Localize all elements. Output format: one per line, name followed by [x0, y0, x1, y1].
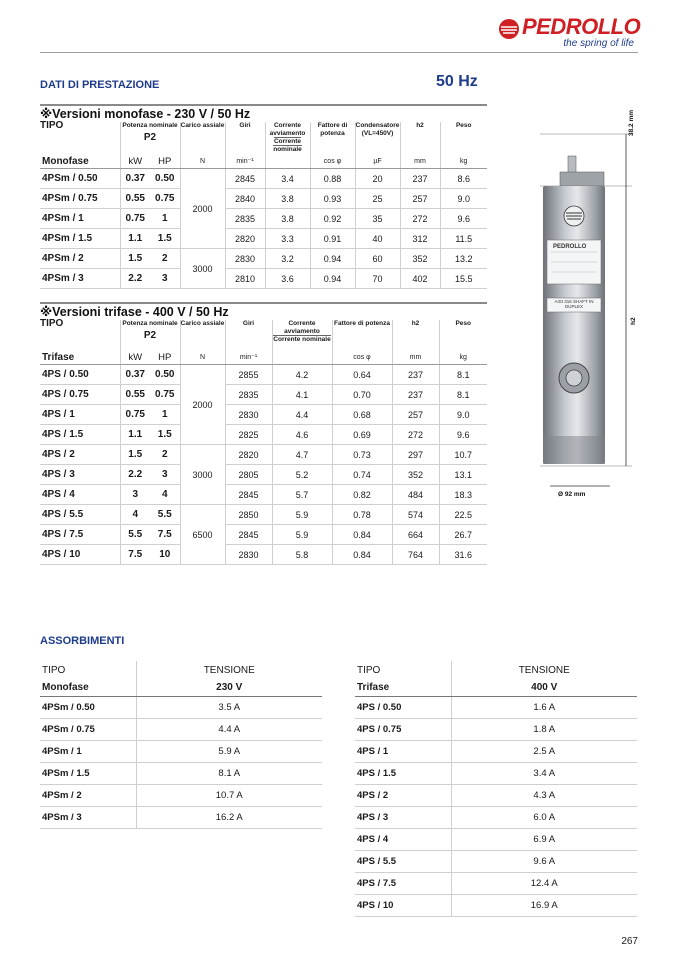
row-hp: 0.50: [150, 365, 180, 385]
table-row: [355, 719, 637, 741]
frequency-label: 50 Hz: [436, 73, 478, 90]
abs-row-current: 2.5 A: [451, 741, 637, 763]
row-kg: 13.1: [439, 465, 487, 485]
row-hp: 0.75: [150, 385, 180, 405]
dim-top-label: 38.2 mm: [628, 109, 635, 136]
abs-row-tipo: 4PS / 4: [355, 829, 451, 851]
table-row: [355, 763, 637, 785]
tri-hdr-h2: h2: [392, 320, 439, 350]
row-kw: 2.2: [120, 269, 150, 289]
row-h2: 484: [392, 485, 439, 505]
table-row: [40, 169, 487, 189]
row-cur: 3.6: [265, 269, 310, 289]
table-row: [40, 505, 487, 525]
row-h2: 664: [392, 525, 439, 545]
abs-row-tipo: 4PSm / 0.75: [40, 719, 136, 741]
mono-title: ※Versioni monofase - 230 V / 50 Hz: [40, 107, 251, 121]
row-kw: 0.37: [120, 169, 150, 189]
brand-tagline: the spring of life: [563, 38, 634, 49]
row-kg: 9.0: [439, 405, 487, 425]
row-tipo: 4PS / 7.5: [40, 525, 120, 545]
row-h2: 257: [400, 189, 440, 209]
unit-n: N: [180, 154, 225, 169]
row-cur: 3.2: [265, 249, 310, 269]
row-cur: 5.9: [272, 505, 332, 525]
row-h2: 352: [400, 249, 440, 269]
hdr-thrust: Carico assiale: [180, 122, 225, 154]
abs-row-tipo: 4PS / 1.5: [355, 763, 451, 785]
table-row: [355, 895, 637, 917]
row-kw: 0.75: [120, 405, 150, 425]
row-kw: 3: [120, 485, 150, 505]
hdr-power: Potenza nominale P2: [120, 122, 180, 154]
brand-name: PEDROLLO: [522, 14, 641, 39]
row-kg: 9.6: [439, 425, 487, 445]
table-row: [40, 365, 487, 385]
abs-row-current: 4.3 A: [451, 785, 637, 807]
row-kw: 4: [120, 505, 150, 525]
row-cap: 60: [355, 249, 400, 269]
row-cos: 0.68: [332, 405, 392, 425]
pump-body: [543, 186, 605, 464]
row-thrust: 2000: [180, 169, 225, 249]
section-title-absorption: ASSORBIMENTI: [40, 635, 125, 647]
abs-row-tipo: 4PS / 1: [355, 741, 451, 763]
row-tipo: 4PS / 0.50: [40, 365, 120, 385]
row-rpm: 2830: [225, 249, 265, 269]
row-tipo: 4PSm / 0.50: [40, 169, 120, 189]
row-cos: 0.73: [332, 445, 392, 465]
row-tipo: 4PS / 0.75: [40, 385, 120, 405]
table-row: [40, 445, 487, 465]
abs-row-current: 1.8 A: [451, 719, 637, 741]
row-cur: 5.7: [272, 485, 332, 505]
tri-hdr-speed: Giri: [225, 320, 272, 350]
row-tipo: 4PS / 4: [40, 485, 120, 505]
row-tipo: 4PS / 2: [40, 445, 120, 465]
row-cur: 4.4: [272, 405, 332, 425]
table-row: [40, 249, 487, 269]
row-hp: 1: [150, 405, 180, 425]
abs-row-tipo: 4PS / 3: [355, 807, 451, 829]
tri-unit-tipo: Trifase: [40, 350, 120, 365]
row-kg: 22.5: [439, 505, 487, 525]
row-cap: 70: [355, 269, 400, 289]
abs-row-current: 16.2 A: [136, 807, 322, 829]
abs-row-tipo: 4PSm / 1.5: [40, 763, 136, 785]
table-row: [40, 405, 487, 425]
abs-mono-hdr-kind: Monofase: [40, 679, 136, 697]
row-hp: 3: [150, 465, 180, 485]
unit-kg: kg: [440, 154, 487, 169]
row-kg: 18.3: [439, 485, 487, 505]
unit-mm: mm: [400, 154, 440, 169]
row-rpm: 2845: [225, 485, 272, 505]
table-row: [40, 425, 487, 445]
table-row: [40, 785, 322, 807]
abs-row-current: 16.9 A: [451, 895, 637, 917]
row-h2: 272: [400, 209, 440, 229]
row-h2: 257: [392, 405, 439, 425]
table-row: [355, 785, 637, 807]
abs-row-current: 12.4 A: [451, 873, 637, 895]
row-hp: 2: [150, 445, 180, 465]
row-tipo: 4PSm / 1: [40, 209, 120, 229]
row-tipo: 4PSm / 1.5: [40, 229, 120, 249]
row-h2: 402: [400, 269, 440, 289]
abs-tri-hdr-kind: Trifase: [355, 679, 451, 697]
row-kw: 0.55: [120, 385, 150, 405]
abs-row-current: 3.5 A: [136, 697, 322, 719]
row-cos: 0.94: [310, 249, 355, 269]
table-row: [355, 829, 637, 851]
hdr-cap: Condensatore (VL=450V): [355, 122, 400, 154]
row-kg: 9.0: [440, 189, 487, 209]
tri-unit-n: N: [180, 350, 225, 365]
pedrollo-logo-icon: [498, 18, 520, 40]
table-row: [40, 697, 322, 719]
row-h2: 352: [392, 465, 439, 485]
abs-row-current: 1.6 A: [451, 697, 637, 719]
table-row: [355, 741, 637, 763]
row-cos: 0.93: [310, 189, 355, 209]
row-cos: 0.84: [332, 545, 392, 565]
tri-hdr-thrust: Carico assiale: [180, 320, 225, 350]
row-kg: 10.7: [439, 445, 487, 465]
hdr-h2: h2: [400, 122, 440, 154]
tri-performance-table: [40, 320, 487, 565]
row-hp: 10: [150, 545, 180, 565]
abs-row-current: 9.6 A: [451, 851, 637, 873]
table-row: [40, 485, 487, 505]
row-h2: 297: [392, 445, 439, 465]
abs-row-tipo: 4PS / 7.5: [355, 873, 451, 895]
row-h2: 764: [392, 545, 439, 565]
row-hp: 2: [150, 249, 180, 269]
abs-row-tipo: 4PS / 5.5: [355, 851, 451, 873]
dim-diameter-label: Ø 92 mm: [558, 491, 586, 498]
row-tipo: 4PSm / 2: [40, 249, 120, 269]
row-kg: 11.5: [440, 229, 487, 249]
table-row: [355, 873, 637, 895]
table-row: [40, 719, 322, 741]
tri-unit-cos: cos φ: [332, 350, 392, 365]
row-tipo: 4PS / 1.5: [40, 425, 120, 445]
row-cur: 5.8: [272, 545, 332, 565]
pump-label-shaft: AISI 316 SHAFT IN DUPLEX: [554, 299, 594, 309]
page-number: 267: [621, 936, 638, 947]
row-cur: 3.8: [265, 189, 310, 209]
row-cos: 0.70: [332, 385, 392, 405]
row-hp: 1.5: [150, 425, 180, 445]
brand-logo: [498, 14, 641, 50]
row-kg: 9.6: [440, 209, 487, 229]
row-cap: 35: [355, 209, 400, 229]
row-hp: 0.75: [150, 189, 180, 209]
row-tipo: 4PS / 5.5: [40, 505, 120, 525]
abs-row-tipo: 4PS / 10: [355, 895, 451, 917]
row-rpm: 2820: [225, 445, 272, 465]
row-tipo: 4PSm / 3: [40, 269, 120, 289]
row-kw: 7.5: [120, 545, 150, 565]
row-rpm: 2830: [225, 545, 272, 565]
table-row: [355, 851, 637, 873]
row-kw: 1.5: [120, 445, 150, 465]
row-cap: 25: [355, 189, 400, 209]
abs-row-tipo: 4PSm / 3: [40, 807, 136, 829]
abs-row-current: 4.4 A: [136, 719, 322, 741]
tri-unit-kw: kW: [120, 350, 150, 365]
unit-hp: HP: [150, 154, 180, 169]
row-rpm: 2835: [225, 209, 265, 229]
table-row: [40, 189, 487, 209]
row-rpm: 2830: [225, 405, 272, 425]
row-h2: 574: [392, 505, 439, 525]
row-rpm: 2835: [225, 385, 272, 405]
row-kg: 8.1: [439, 385, 487, 405]
unit-rpm: min⁻¹: [225, 154, 265, 169]
abs-row-current: 6.0 A: [451, 807, 637, 829]
row-kw: 5.5: [120, 525, 150, 545]
row-cur: 4.6: [272, 425, 332, 445]
tri-unit-mm: mm: [392, 350, 439, 365]
abs-row-tipo: 4PS / 0.75: [355, 719, 451, 741]
tri-hdr-weight: Peso: [439, 320, 487, 350]
table-row: [355, 807, 637, 829]
unit-current: [265, 154, 310, 169]
abs-row-current: 6.9 A: [451, 829, 637, 851]
row-hp: 4: [150, 485, 180, 505]
row-cur: 3.4: [265, 169, 310, 189]
abs-mono-hdr-tens: TENSIONE: [136, 661, 322, 679]
abs-row-current: 10.7 A: [136, 785, 322, 807]
table-row: [40, 385, 487, 405]
row-cos: 0.78: [332, 505, 392, 525]
row-hp: 3: [150, 269, 180, 289]
tri-hdr-pf: Fattore di potenza: [332, 320, 392, 350]
hdr-pf: Fattore di potenza: [310, 122, 355, 154]
row-h2: 237: [400, 169, 440, 189]
row-kw: 1.1: [120, 229, 150, 249]
row-h2: 237: [392, 385, 439, 405]
row-rpm: 2845: [225, 169, 265, 189]
hdr-current: Corrente avviamento Corrente nominale: [265, 122, 310, 154]
row-hp: 1.5: [150, 229, 180, 249]
hdr-tipo: TIPO: [40, 120, 64, 131]
abs-tri-hdr-tens: TENSIONE: [451, 661, 637, 679]
row-rpm: 2855: [225, 365, 272, 385]
table-row: [40, 807, 322, 829]
abs-mono-hdr-tipo: TIPO: [42, 664, 66, 676]
abs-row-tipo: 4PSm / 1: [40, 741, 136, 763]
row-kw: 1.5: [120, 249, 150, 269]
tri-hdr-current: Corrente avviamento Corrente nominale: [272, 320, 332, 350]
tri-unit-hp: HP: [150, 350, 180, 365]
row-rpm: 2820: [225, 229, 265, 249]
row-tipo: 4PSm / 0.75: [40, 189, 120, 209]
tri-unit-kg: kg: [439, 350, 487, 365]
unit-uf: µF: [355, 154, 400, 169]
tri-unit-rpm: min⁻¹: [225, 350, 272, 365]
row-kg: 31.6: [439, 545, 487, 565]
row-cur: 3.3: [265, 229, 310, 249]
unit-kw: kW: [120, 154, 150, 169]
abs-tri-hdr-tipo: TIPO: [357, 664, 381, 676]
row-cur: 4.7: [272, 445, 332, 465]
row-cap: 40: [355, 229, 400, 249]
row-cur: 4.2: [272, 365, 332, 385]
row-kw: 2.2: [120, 465, 150, 485]
abs-mono-hdr-volt: 230 V: [136, 679, 322, 697]
row-cos: 0.69: [332, 425, 392, 445]
row-cos: 0.84: [332, 525, 392, 545]
row-hp: 7.5: [150, 525, 180, 545]
abs-row-tipo: 4PSm / 2: [40, 785, 136, 807]
mono-absorption-table: [40, 661, 322, 829]
row-hp: 5.5: [150, 505, 180, 525]
hdr-weight: Peso: [440, 122, 487, 154]
abs-tri-hdr-volt: 400 V: [451, 679, 637, 697]
row-rpm: 2845: [225, 525, 272, 545]
row-cos: 0.74: [332, 465, 392, 485]
row-cos: 0.92: [310, 209, 355, 229]
table-row: [40, 763, 322, 785]
unit-tipo: Monofase: [40, 154, 120, 169]
row-kg: 8.1: [439, 365, 487, 385]
row-kw: 0.37: [120, 365, 150, 385]
table-row: [40, 545, 487, 565]
row-kw: 1.1: [120, 425, 150, 445]
row-cur: 5.2: [272, 465, 332, 485]
row-thrust: 6500: [180, 505, 225, 565]
table-row: [355, 697, 637, 719]
table-row: [40, 229, 487, 249]
row-rpm: 2810: [225, 269, 265, 289]
row-cur: 4.1: [272, 385, 332, 405]
table-row: [40, 269, 487, 289]
row-cap: 20: [355, 169, 400, 189]
tri-unit-current: [272, 350, 332, 365]
row-hp: 1: [150, 209, 180, 229]
row-cur: 3.8: [265, 209, 310, 229]
abs-row-tipo: 4PS / 0.50: [355, 697, 451, 719]
dim-h2-label: h2: [630, 317, 637, 325]
row-rpm: 2825: [225, 425, 272, 445]
row-thrust: 2000: [180, 365, 225, 445]
row-thrust: 3000: [180, 445, 225, 505]
abs-row-tipo: 4PSm / 0.50: [40, 697, 136, 719]
tri-hdr-tipo: TIPO: [40, 318, 64, 329]
header-divider: [40, 52, 638, 53]
abs-row-current: 3.4 A: [451, 763, 637, 785]
row-kg: 26.7: [439, 525, 487, 545]
mono-performance-table: [40, 122, 487, 289]
row-kw: 0.55: [120, 189, 150, 209]
row-cos: 0.88: [310, 169, 355, 189]
pump-label-brand: PEDROLLO: [553, 244, 587, 250]
row-cos: 0.91: [310, 229, 355, 249]
table-row: [40, 525, 487, 545]
row-rpm: 2840: [225, 189, 265, 209]
tri-absorption-table: [355, 661, 637, 917]
row-thrust: 3000: [180, 249, 225, 289]
row-h2: 312: [400, 229, 440, 249]
row-h2: 237: [392, 365, 439, 385]
tri-hdr-power: Potenza nominale P2: [120, 320, 180, 350]
table-row: [40, 741, 322, 763]
unit-cos: cos φ: [310, 154, 355, 169]
row-cos: 0.82: [332, 485, 392, 505]
row-kg: 13.2: [440, 249, 487, 269]
row-tipo: 4PS / 10: [40, 545, 120, 565]
tri-title: ※Versioni trifase - 400 V / 50 Hz: [40, 305, 229, 319]
table-row: [40, 209, 487, 229]
row-tipo: 4PS / 3: [40, 465, 120, 485]
row-kg: 8.6: [440, 169, 487, 189]
row-cur: 5.9: [272, 525, 332, 545]
row-hp: 0.50: [150, 169, 180, 189]
row-rpm: 2850: [225, 505, 272, 525]
row-cos: 0.64: [332, 365, 392, 385]
hdr-speed: Giri: [225, 122, 265, 154]
section-title-performance: DATI DI PRESTAZIONE: [40, 79, 160, 91]
row-rpm: 2805: [225, 465, 272, 485]
row-tipo: 4PS / 1: [40, 405, 120, 425]
row-h2: 272: [392, 425, 439, 445]
abs-row-current: 5.9 A: [136, 741, 322, 763]
abs-row-current: 8.1 A: [136, 763, 322, 785]
row-kw: 0.75: [120, 209, 150, 229]
abs-row-tipo: 4PS / 2: [355, 785, 451, 807]
row-cos: 0.94: [310, 269, 355, 289]
table-row: [40, 465, 487, 485]
row-kg: 15.5: [440, 269, 487, 289]
